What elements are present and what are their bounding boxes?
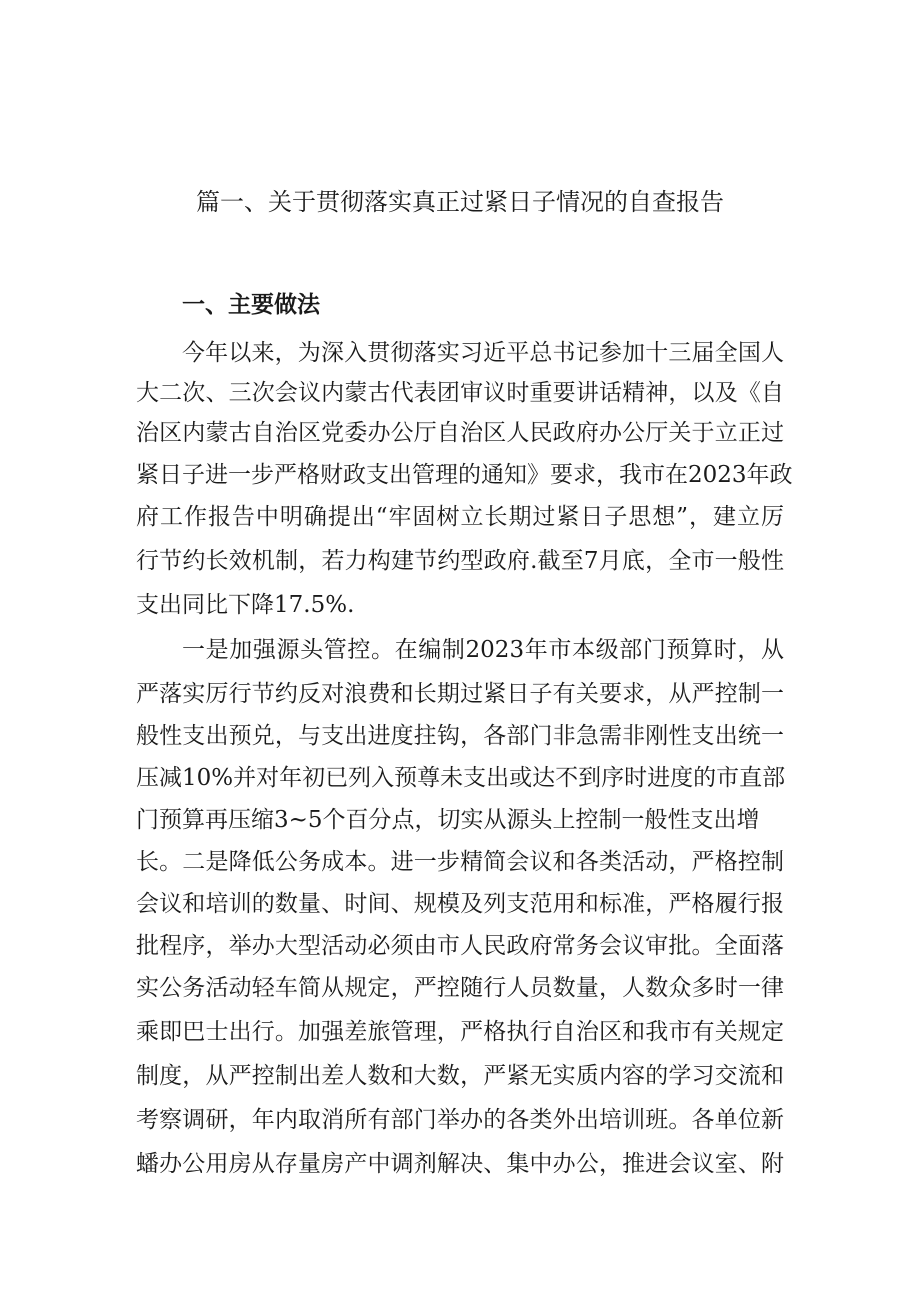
paragraph-1-line-2: 大二次、三次会议内蒙古代表团审议时重要讲话精神，以及《自 <box>136 380 784 406</box>
paragraph-2-line-7: 会议和培训的数量、时间、规模及列支范用和标准，严格履行报 <box>136 891 784 917</box>
paragraph-2-line-10: 乘即巴士出行。加强差旅管理，严格执行自治区和我市有关规定 <box>136 1019 784 1045</box>
document-title: 篇一、关于贯彻落实真正过紧日子情况的自查报告 <box>196 188 724 216</box>
paragraph-2-line-2: 严落实厉行节约反对浪费和长期过紧日子有关要求，从严控制一 <box>136 681 784 707</box>
paragraph-2-line-13: 蟠办公用房从存量房产中调剂解决、集中办公，推进会议室、附 <box>136 1151 784 1177</box>
section-heading: 一、主要做法 <box>182 292 320 318</box>
paragraph-2-line-6: 长。二是降低公务成本。进一步精简会议和各类活动，严格控制 <box>136 849 784 875</box>
paragraph-1-line-4: 紧日子进一步严格财政支出管理的通知》要求，我市在2023年政 <box>136 462 793 488</box>
paragraph-2-line-5: 门预算再压缩3~5个百分点，切实从源头上控制一般性支出增 <box>136 807 760 833</box>
paragraph-1-line-3: 治区内蒙古自治区党委办公厅自治区人民政府办公厅关于立正过 <box>136 420 784 446</box>
paragraph-1-line-5: 府工作报告中明确提出“牢固树立长期过紧日子思想”，建立厉 <box>136 504 784 530</box>
paragraph-2-line-3: 般性支出预兑，与支出进度拄钩，各部门非急需非刚性支出统一 <box>136 723 784 749</box>
paragraph-2-line-12: 考察调研，年内取消所有部门举办的各类外出培训班。各单位新 <box>136 1107 784 1133</box>
paragraph-2-line-1: 一是加强源头管控。在编制2023年市本级部门预算时，从 <box>182 637 784 663</box>
paragraph-1-line-1: 今年以来，为深入贯彻落实习近平总书记参加十三届全国人 <box>182 340 784 366</box>
paragraph-2-line-8: 批程序，举办大型活动必须由市人民政府常务会议审批。全面落 <box>136 933 784 959</box>
paragraph-1-line-7: 支出同比下降17.5%. <box>136 592 355 618</box>
paragraph-1-line-6: 行节约长效机制，若力构建节约型政府.截至7月底，全市一般性 <box>136 548 784 574</box>
paragraph-2-line-11: 制度，从严控制出差人数和大数，严紧无实质内容的学习交流和 <box>136 1063 784 1089</box>
paragraph-2-line-4: 压减10%并对年初已列入预尊未支出或达不到序时进度的市直部 <box>136 765 786 791</box>
paragraph-2-line-9: 实公务活动轻车简从规定，严控随行人员数量，人数众多时一律 <box>136 975 784 1001</box>
